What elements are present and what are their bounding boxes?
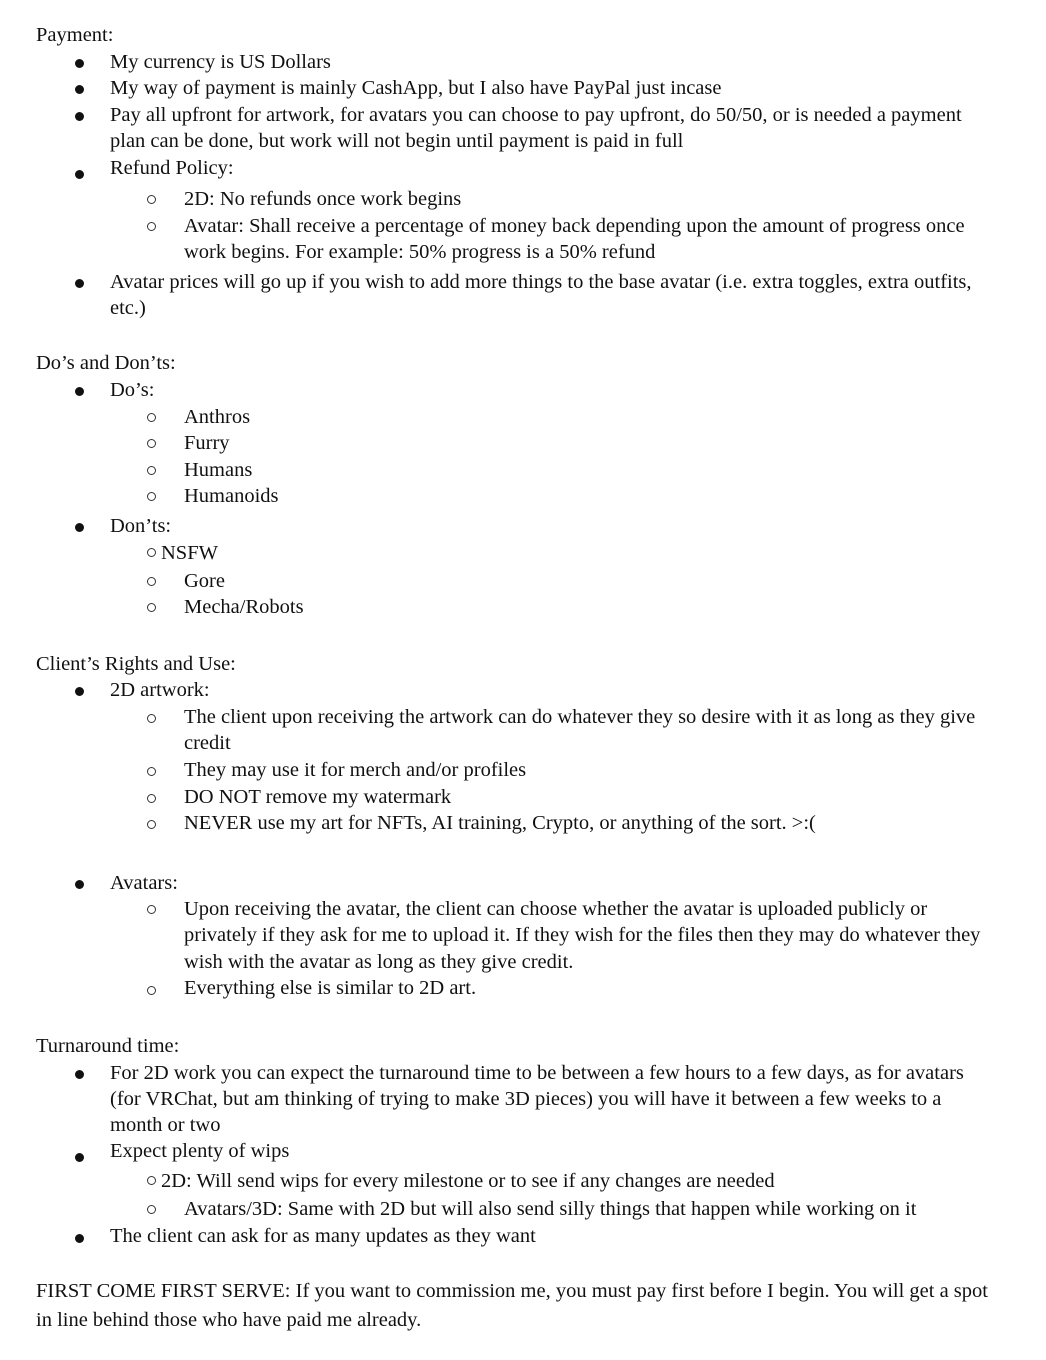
sub-list-item: The client upon receiving the artwork can do whatever they so desire with it as long as they give xyxy=(184,706,976,728)
hollow-bullet-icon xyxy=(147,714,156,723)
section-heading-payment: Payment: xyxy=(36,24,114,46)
list-item: Pay all upfront for artwork, for avatars you can choose to pay upfront, do 50/50, or is needed a payment xyxy=(110,104,962,126)
sub-list-item-text: NSFW xyxy=(161,542,218,564)
hollow-bullet-icon xyxy=(147,413,156,422)
bullet-icon xyxy=(75,1234,84,1243)
list-item-donts: Don’ts: xyxy=(110,515,172,537)
list-item: Avatar prices will go up if you wish to add more things to the base avatar (i.e. extra toggles, extra outfits, xyxy=(110,271,972,293)
sub-list-item: Avatars/3D: Same with 2D but will also send silly things that happen while working on it xyxy=(184,1198,917,1220)
hollow-bullet-icon xyxy=(147,548,156,557)
hollow-bullet-icon xyxy=(147,439,156,448)
section-heading-rights: Client’s Rights and Use: xyxy=(36,653,236,675)
first-come-notice-line-2: in line behind those who have paid me already. xyxy=(36,1309,422,1331)
sub-list-item: Everything else is similar to 2D art. xyxy=(184,977,477,999)
bullet-icon xyxy=(75,687,84,696)
hollow-bullet-icon xyxy=(147,794,156,803)
bullet-icon xyxy=(75,1070,84,1079)
hollow-bullet-icon xyxy=(147,577,156,586)
sub-list-item-continuation: wish with the avatar as long as they give credit. xyxy=(184,951,574,973)
bullet-icon xyxy=(75,170,84,179)
sub-list-item: NEVER use my art for NFTs, AI training, Crypto, or anything of the sort. >:( xyxy=(184,812,816,834)
hollow-bullet-icon xyxy=(147,492,156,501)
sub-list-item: Humans xyxy=(184,459,253,481)
sub-list-item-continuation: privately if they ask for me to upload it. If they wish for the files then they may do whatever they xyxy=(184,924,981,946)
bullet-icon xyxy=(75,59,84,68)
hollow-bullet-icon xyxy=(147,222,156,231)
list-item-avatars: Avatars: xyxy=(110,872,178,894)
hollow-bullet-icon xyxy=(147,195,156,204)
bullet-icon xyxy=(75,112,84,121)
sub-list-item-text: 2D: Will send wips for every milestone or to see if any changes are needed xyxy=(161,1170,775,1192)
section-heading-turnaround: Turnaround time: xyxy=(36,1035,180,1057)
bullet-icon xyxy=(75,880,84,889)
sub-list-item-continuation: credit xyxy=(184,732,231,754)
bullet-icon xyxy=(75,279,84,288)
list-item-continuation: plan can be done, but work will not begin until payment is paid in full xyxy=(110,130,684,152)
bullet-icon xyxy=(75,523,84,532)
list-item-continuation: (for VRChat, but am thinking of trying to make 3D pieces) you will have it between a few weeks to a xyxy=(110,1088,942,1110)
hollow-bullet-icon xyxy=(147,466,156,475)
sub-list-item: DO NOT remove my watermark xyxy=(184,786,452,808)
sub-list-item xyxy=(147,1168,775,1194)
sub-list-item: Avatar: Shall receive a percentage of money back depending upon the amount of progress once xyxy=(184,215,965,237)
sub-list-item: Gore xyxy=(184,570,225,592)
sub-list-item: Mecha/Robots xyxy=(184,596,304,618)
list-item-continuation: etc.) xyxy=(110,297,146,319)
sub-list-item: Upon receiving the avatar, the client can choose whether the avatar is uploaded publicly or xyxy=(184,898,928,920)
sub-list-item: They may use it for merch and/or profiles xyxy=(184,759,527,781)
sub-list-item: 2D: No refunds once work begins xyxy=(184,188,462,210)
hollow-bullet-icon xyxy=(147,1176,156,1185)
list-item-2d-artwork: 2D artwork: xyxy=(110,679,210,701)
section-heading-dos-donts: Do’s and Don’ts: xyxy=(36,352,176,374)
first-come-notice-line-1: FIRST COME FIRST SERVE: If you want to commission me, you must pay first before I begin. You will get a spot xyxy=(36,1280,988,1302)
list-item: My currency is US Dollars xyxy=(110,51,331,73)
hollow-bullet-icon xyxy=(147,603,156,612)
bullet-icon xyxy=(75,85,84,94)
hollow-bullet-icon xyxy=(147,767,156,776)
list-item: My way of payment is mainly CashApp, but I also have PayPal just incase xyxy=(110,77,722,99)
sub-list-item xyxy=(147,540,218,566)
sub-list-item-continuation: work begins. For example: 50% progress is a 50% refund xyxy=(184,241,656,263)
hollow-bullet-icon xyxy=(147,1205,156,1214)
sub-list-item: Anthros xyxy=(184,406,251,428)
bullet-icon xyxy=(75,1153,84,1162)
sub-list-item: Humanoids xyxy=(184,485,279,507)
list-item: Expect plenty of wips xyxy=(110,1140,290,1162)
hollow-bullet-icon xyxy=(147,986,156,995)
list-item-dos: Do’s: xyxy=(110,379,155,401)
hollow-bullet-icon xyxy=(147,905,156,914)
list-item: For 2D work you can expect the turnaround time to be between a few hours to a few days, as for avatars xyxy=(110,1062,964,1084)
list-item-continuation: month or two xyxy=(110,1114,221,1136)
list-item: The client can ask for as many updates as they want xyxy=(110,1225,536,1247)
sub-list-item: Furry xyxy=(184,432,230,454)
bullet-icon xyxy=(75,387,84,396)
hollow-bullet-icon xyxy=(147,820,156,829)
list-item: Refund Policy: xyxy=(110,157,234,179)
